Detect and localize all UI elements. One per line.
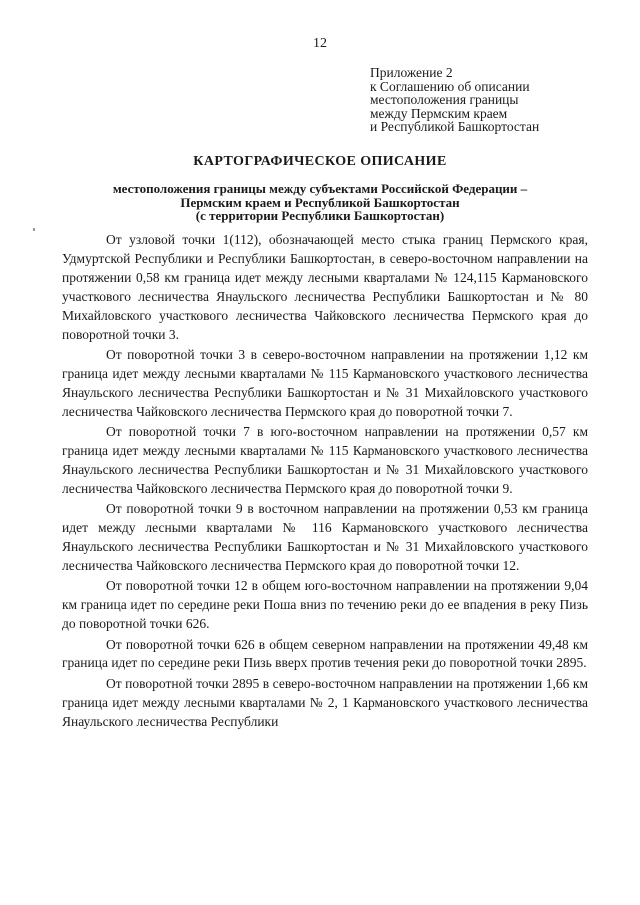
body-paragraph: От поворотной точки 2895 в северо-восточном направлении на протяжении 1,66 км граница идет между лесными кварталами № 2, 1 Кармановского участкового лесничества Янаульского лесничества Республики [62,675,588,729]
subtitle-line: Пермским краем и Республикой Башкортостан [180,194,460,210]
body-paragraph: От поворотной точки 3 в северо-восточном направлении на протяжении 1,12 км граница идет между лесными кварталами № 115 Кармановского участкового лесничества Янаульского лесничества Республики Башкортостан и № 31 Михайловского участкового лесничества Чайковского лесничества Пермского края до поворотной точки 7. [62,346,588,419]
body-paragraph: От поворотной точки 12 в общем юго-восточном направлении на протяжении 9,04 км граница идет по середине реки Поша вниз по течению реки до ее впадения в реку Пизь до поворотной точки 626. [62,578,588,632]
document-body [62,231,588,733]
annex-line: между Пермским краем [370,105,508,121]
subtitle-line: (с территории Республики Башкортостан) [195,208,445,223]
document-title: КАРТОГРАФИЧЕСКОЕ ОПИСАНИЕ [193,154,447,169]
annex-line: и Республикой Башкортостан [370,119,540,135]
subtitle-line: местоположения границы между субъектами Российской Федерации – [112,181,528,196]
body-paragraph: От поворотной точки 7 в юго-восточном направлении на протяжении 0,57 км граница идет между лесными кварталами № 115 Кармановского участкового лесничества Янаульского лесничества Республики Башкортостан и № 31 Михайловского участкового лесничества Чайковского лесничества Пермского края до поворотной точки 9. [62,424,588,496]
annex-header [370,66,539,134]
body-paragraph: От поворотной точки 626 в общем северном направлении на протяжении 49,48 км граница идет по середине реки Пизь вверх против течения реки до поворотной точки 2895. [62,636,588,671]
annex-line: к Соглашению об описании [370,78,530,94]
scan-mark [33,228,35,231]
annex-line: местоположения границы [370,92,519,108]
body-paragraph: От узловой точки 1(112), обозначающей место стыка границ Пермского края, Удмуртской Республики и Республики Башкортостан, в северо-восточном направлении на протяжении 0,58 км граница идет между лесными кварталами № 124,115 Кармановского участкового лесничества Янаульского лесничества Республики Башкортостан и № 80 Михайловского участкового лесничества Чайковского лесничества Пермского края до поворотной точки 3. [62,232,588,342]
document-subtitle [60,182,580,223]
annex-line: Приложение 2 [370,65,453,80]
body-paragraph: От поворотной точки 9 в восточном направлении на протяжении 0,53 км граница идет между лесными кварталами № 116 Кармановского участкового лесничества Янаульского лесничества Республики Башкортостан и № 31 Михайловского участкового лесничества Чайковского лесничества Пермского края до поворотной точки 12. [62,501,588,573]
page-number: 12 [313,36,327,51]
